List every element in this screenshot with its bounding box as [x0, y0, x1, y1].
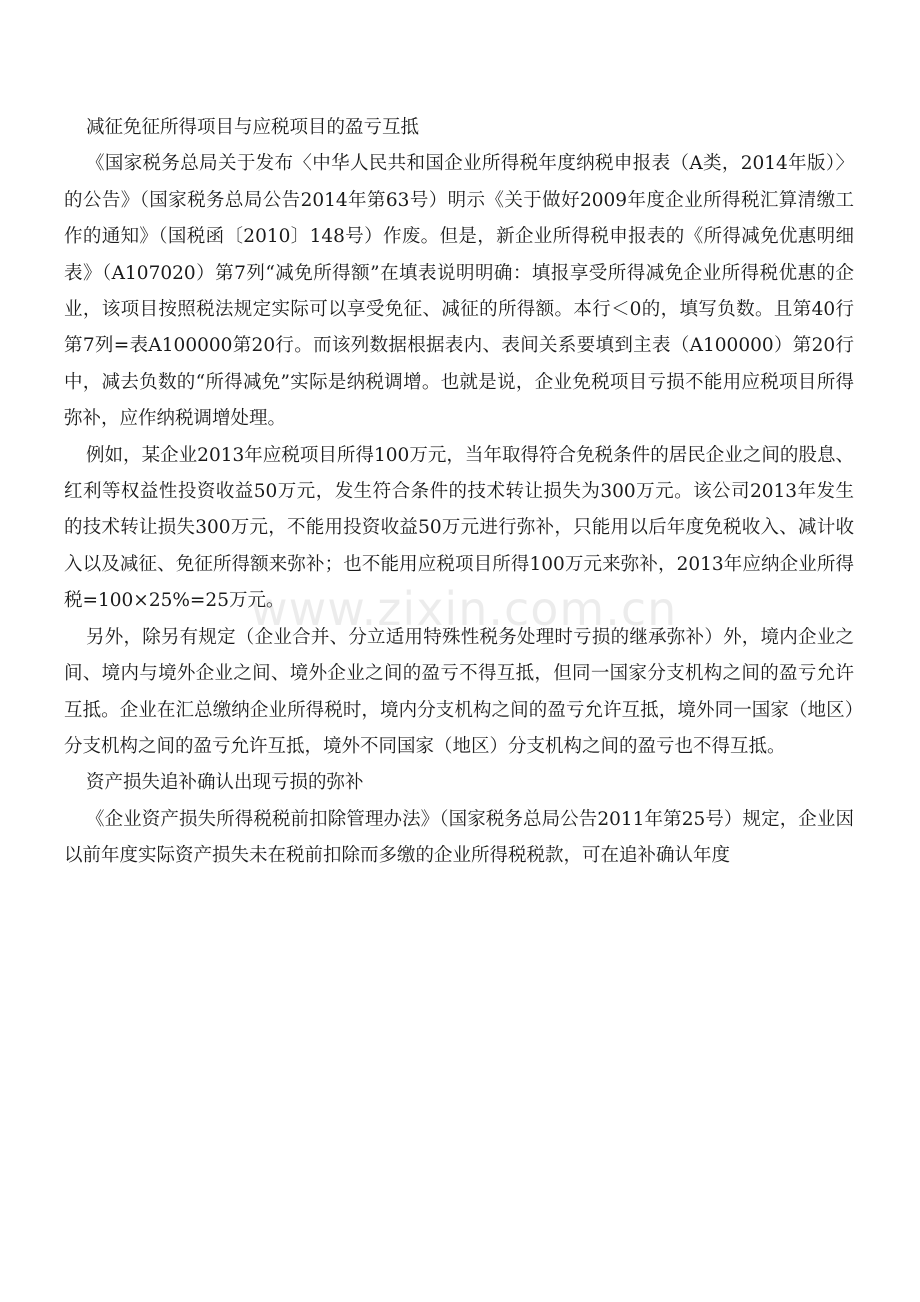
paragraph-offset-rules: 另外，除另有规定（企业合并、分立适用特殊性税务处理时亏损的继承弥补）外，境内企业之间、境内与境外企业之间、境外企业之间的盈亏不得互抵，但同一国家分支机构之间的盈亏允许互抵。企业在汇总缴纳企业所得税时，境内分支机构之间的盈亏允许互抵，境外同一国家（地区）分支机构之间的盈亏允许互抵，境外不同国家（地区）分支机构之间的盈亏也不得互抵。: [64, 626, 854, 757]
document-body: [64, 110, 854, 875]
paragraph-example: 例如，某企业2013年应税项目所得100万元，当年取得符合免税条件的居民企业之间的股息、红利等权益性投资收益50万元，发生符合条件的技术转让损失为300万元。该公司2013年发生的技术转让损失300万元，不能用投资收益50万元进行弥补，只能用以后年度免税收入、减计收入以及减征、免征所得额来弥补；也不能用应税项目所得100万元来弥补，2013年应纳企业所得税=100×25%=25万元。: [64, 444, 854, 612]
watermark: www.zixin.com.cn: [250, 582, 678, 636]
paragraph-announcement: 《国家税务总局关于发布〈中华人民共和国企业所得税年度纳税申报表（A类，2014年版）〉的公告》（国家税务总局公告2014年第63号）明示《关于做好2009年度企业所得税汇算清缴工作的通知》（国税函〔2010〕148号）作废。但是，新企业所得税申报表的《所得减免优惠明细表》（A107020）第7列“减免所得额”在填表说明明确：填报享受所得减免企业所得税优惠的企业，该项目按照税法规定实际可以享受免征、减征的所得额。本行＜0的，填写负数。且第40行第7列=表A100000第20行。而该列数据根据表内、表间关系要填到主表（A100000）第20行中，减去负数的“所得减免”实际是纳税调增。也就是说，企业免税项目亏损不能用应税项目所得弥补，应作纳税调增处理。: [64, 153, 854, 430]
section-heading-asset-loss: 资产损失追补确认出现亏损的弥补: [86, 772, 364, 794]
section-heading-income-offset: 减征免征所得项目与应税项目的盈亏互抵: [86, 117, 420, 138]
paragraph-asset-loss-rules: 《企业资产损失所得税税前扣除管理办法》（国家税务总局公告2011年第25号）规定，企业因以前年度实际资产损失未在税前扣除而多缴的企业所得税税款，可在追补确认年度: [64, 808, 854, 867]
